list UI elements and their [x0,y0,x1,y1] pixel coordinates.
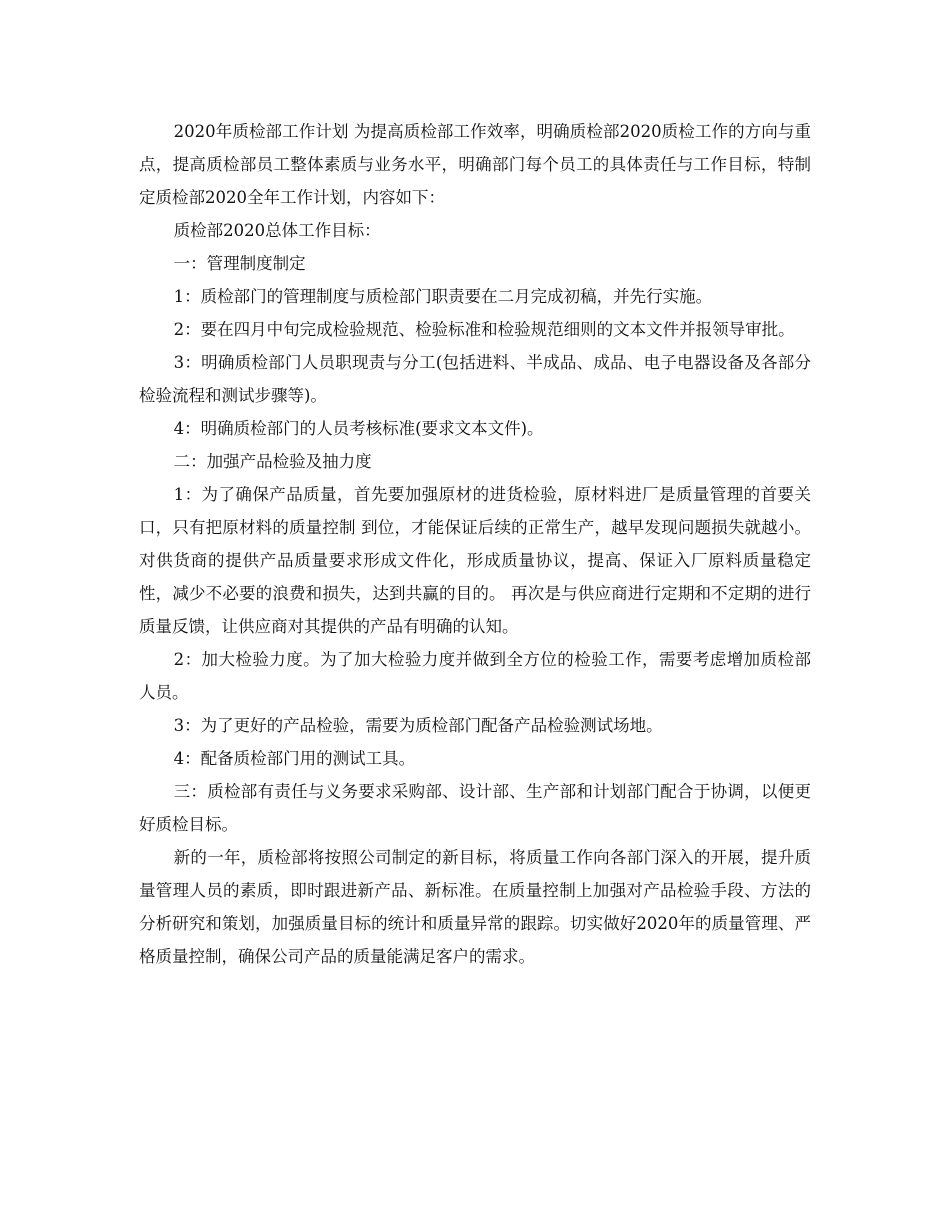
document-body [139,115,811,973]
heading-section-2: 二：加强产品检验及抽力度 [173,452,372,471]
list-item-2-2: 2：加大检验力度。为了加大检验力度并做到全方位的检验工作，需要考虑增加质检部人员。 [139,650,811,702]
list-item-1-4: 4：明确质检部门的人员考核标准(要求文本文件)。 [173,419,544,438]
paragraph-conclusion: 新的一年，质检部将按照公司制定的新目标，将质量工作向各部门深入的开展，提升质量管理人员的素质，即时跟进新产品、新标准。在质量控制上加强对产品检验手段、方法的分析研究和策划，加强质量目标的统计和质量异常的跟踪。切实做好2020年的质量管理、严格质量控制，确保公司产品的质量能满足客户的需求。 [139,848,811,966]
paragraph-overall-goal: 质检部2020总体工作目标： [173,221,381,240]
list-item-2-1: 1：为了确保产品质量，首先要加强原材的进货检验，原材料进厂是质量管理的首要关口，只有把原材料的质量控制 到位，才能保证后续的正常生产，越早发现问题损失就越小。对供货商的提供产品质量要求形成文件化，形成质量协议，提高、保证入厂原料质量稳定性，减少不必要的浪费和损失，达到共赢的目的。 再次是与供应商进行定期和不定期的进行质量反馈，让供应商对其提供的产品有明确的认知。 [139,485,811,636]
list-item-2-3: 3：为了更好的产品检验，需要为质检部门配备产品检验测试场地。 [173,716,663,735]
list-item-1-3: 3：明确质检部门人员职现责与分工(包括进料、半成品、成品、电子电器设备及各部分检验流程和测试步骤等)。 [139,353,811,405]
heading-section-1: 一：管理制度制定 [173,254,306,273]
list-item-1-1: 1：质检部门的管理制度与质检部门职责要在二月完成初稿，并先行实施。 [173,287,713,306]
heading-section-3: 三：质检部有责任与义务要求采购部、设计部、生产部和计划部门配合于协调，以便更好质检目标。 [139,782,811,834]
paragraph-intro: 2020年质检部工作计划 为提高质检部工作效率，明确质检部2020质检工作的方向与重点，提高质检部员工整体素质与业务水平，明确部门每个员工的具体责任与工作目标，特制定质检部2020全年工作计划，内容如下： [139,122,811,207]
list-item-1-2: 2：要在四月中旬完成检验规范、检验标准和检验规范细则的文本文件并报领导审批。 [173,320,795,339]
list-item-2-4: 4：配备质检部门用的测试工具。 [173,749,416,768]
